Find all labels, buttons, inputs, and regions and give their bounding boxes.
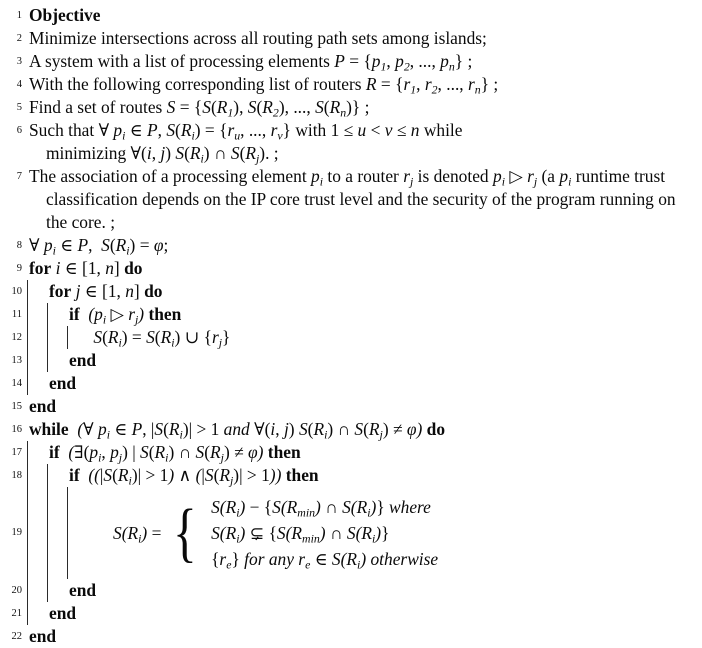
forany-word: for any: [244, 549, 294, 569]
line-18-text: if ($(|S(R_i)| > 1)$ ∧ $(|S(R_j)| > 1)$) then: [69, 465, 319, 488]
line-number: 1: [16, 10, 22, 21]
line-7-mid3: (a: [537, 166, 560, 186]
algorithm-line: [0, 418, 702, 441]
cases-brace: {: [173, 495, 198, 569]
do-keyword: do: [426, 419, 446, 439]
indent-guide: [47, 326, 67, 349]
line-number: 8: [16, 240, 22, 251]
line-number: 18: [11, 470, 22, 481]
indent-guide: [67, 487, 87, 579]
algorithm-line: [0, 27, 702, 50]
indent-guide: [27, 303, 47, 326]
indent-guides: [27, 602, 47, 625]
line-content: [22, 27, 702, 50]
indent-guides: [27, 372, 47, 395]
for-keyword: for: [49, 281, 72, 301]
line-content: [22, 280, 702, 303]
algorithm-line: [0, 303, 702, 326]
line-content: [22, 119, 702, 165]
algorithm-line: [0, 395, 702, 418]
line-5-text: Find a set of routes $S = \{S(R_1)$, $S(R_2)$, ..., $S(R_n)$} ;: [29, 97, 370, 120]
indent-guide: [27, 372, 47, 395]
end-keyword: end: [29, 396, 57, 416]
do-keyword: do: [144, 281, 163, 301]
line-content: [22, 372, 702, 395]
line-content: [22, 418, 702, 441]
line-content: [22, 602, 702, 625]
indent-guides: [27, 579, 67, 602]
indent-guide: [27, 579, 47, 602]
otherwise-word: otherwise: [370, 549, 439, 569]
indent-guides: [27, 487, 87, 579]
line-content: [22, 326, 702, 349]
cases-rows: [203, 494, 438, 572]
line-4-text: With the following corresponding list of routers $R = \{r_1$, $r_2$, ..., $r_n$} ;: [29, 74, 499, 97]
line-5-math: S: [166, 97, 176, 117]
cases-lhs: $S(R_i)$ =: [113, 522, 162, 545]
line-9-text: for i ∈ [1, n] do: [29, 258, 143, 278]
algorithm-line: [0, 625, 702, 648]
indent-guides: [27, 280, 47, 303]
then-keyword: then: [267, 442, 301, 462]
indent-guide: [27, 349, 47, 372]
line-content: [22, 625, 702, 648]
line-content: [22, 464, 702, 487]
cases-row-2: $S(R_i)$ ⊊ {$S(R_{min})$ ∩ $S(R_i)$}: [211, 523, 390, 546]
indent-guides: [27, 349, 67, 372]
algorithm-line: [0, 119, 702, 165]
line-number: 15: [11, 401, 22, 412]
line-7-prefix: The association of a processing element: [29, 166, 312, 186]
line-number: 11: [11, 309, 22, 320]
algorithm-line: [0, 602, 702, 625]
line-21-text: [47, 602, 702, 625]
then-keyword: then: [148, 304, 182, 324]
line-17-text: if ($\exists(p_i$, $p_j$) | $S(R_i)$ ∩ $S(R_j) \ne \varphi$) then: [49, 442, 301, 465]
line-content: [22, 303, 702, 326]
indent-guide: [27, 487, 47, 579]
line-2-statement: Minimize intersections across all routing path sets among islands;: [29, 28, 487, 48]
line-14-text: [47, 372, 702, 395]
line-number: 2: [16, 33, 22, 44]
algorithm-line: [0, 280, 702, 303]
line-number: 13: [11, 355, 22, 366]
algorithm-line: [0, 96, 702, 119]
indent-guide: [27, 280, 47, 303]
line-7-mid: to a router: [323, 166, 404, 186]
algorithm-line: [0, 349, 702, 372]
for-keyword: for: [29, 258, 52, 278]
line-3-prefix: A system with a list of processing elements: [29, 51, 335, 71]
line-7-mid2: is denoted: [413, 166, 493, 186]
line-8-text: ∀ $p_i$ ∈ P, $S(R_i) = \varphi$;: [29, 235, 169, 258]
line-15-text: [27, 395, 702, 418]
algorithm-line: [0, 487, 702, 579]
line-12-text: $S(R_i) = S(R_i)$ ∪ $\{r_j\}$: [93, 327, 231, 350]
line-number: 19: [11, 527, 22, 538]
line-content: [22, 234, 702, 257]
line-7-continuation-2: the core. ;: [46, 212, 116, 232]
line-content: [22, 487, 702, 579]
line-7-tail: runtime trust: [571, 166, 666, 186]
line-2-text: [27, 27, 702, 50]
line-20-text: [67, 579, 702, 602]
end-keyword: end: [49, 603, 77, 623]
indent-guide: [27, 441, 47, 464]
end-keyword: end: [69, 350, 97, 370]
line-number: 17: [11, 447, 22, 458]
line-number: 16: [11, 424, 22, 435]
algorithm-line: [0, 372, 702, 395]
line-number: 21: [11, 608, 22, 619]
objective-title: Objective: [29, 5, 101, 25]
indent-guide: [47, 349, 67, 372]
line-content: [22, 579, 702, 602]
algorithm-line: [0, 165, 702, 234]
line-number: 6: [16, 125, 22, 136]
indent-guide: [27, 602, 47, 625]
and-keyword: and: [223, 419, 250, 439]
line-content: [22, 96, 702, 119]
if-keyword: if: [69, 465, 80, 485]
line-19-cases: [87, 487, 438, 579]
indent-guide: [47, 579, 67, 602]
indent-guide: [47, 464, 67, 487]
end-keyword: end: [29, 626, 57, 646]
line-number: 4: [16, 79, 22, 90]
line-22-text: [27, 625, 702, 648]
if-keyword: if: [69, 304, 80, 324]
line-content: [22, 441, 702, 464]
do-keyword: do: [124, 258, 143, 278]
line-4-math: R: [365, 74, 377, 94]
indent-guides: [27, 464, 67, 487]
line-6-prefix: Such that: [29, 120, 99, 140]
line-6-text: Such that ∀ $p_i$ ∈ P, $S(R_i) = \{r_u$, ..., $r_v$} with 1 ≤ u < v ≤ n while minimizing ∀(i, j) $S(R_i)$ ∩ $S(R_j)$. ;: [27, 119, 702, 165]
indent-guides: [27, 303, 67, 326]
indent-guide: [27, 326, 47, 349]
line-number: 9: [16, 263, 22, 274]
algorithm-line: [0, 579, 702, 602]
end-keyword: end: [49, 373, 77, 393]
line-1-text: [27, 4, 702, 27]
algorithm-line: [0, 326, 702, 349]
line-number: 20: [11, 585, 22, 596]
line-number: 3: [16, 56, 22, 67]
indent-guide: [47, 487, 67, 579]
line-10-text: for j ∈ [1, n] do: [49, 281, 163, 301]
line-number: 10: [11, 286, 22, 297]
indent-guide: [27, 464, 47, 487]
line-number: 12: [11, 332, 22, 343]
line-4-prefix: With the following corresponding list of routers: [29, 74, 366, 94]
algorithm-line: [0, 73, 702, 96]
line-content: [22, 257, 702, 280]
line-13-text: [67, 349, 702, 372]
line-content: [22, 50, 702, 73]
line-7-continuation: classification depends on the IP core trust level and the security of the program running on: [46, 189, 676, 209]
line-content: [22, 349, 702, 372]
indent-guide: [47, 303, 67, 326]
while-keyword: while: [29, 419, 69, 439]
indent-guide: [67, 326, 87, 349]
algorithm-line: [0, 234, 702, 257]
line-number: 14: [11, 378, 22, 389]
line-number: 5: [16, 102, 22, 113]
algorithm-line: [0, 257, 702, 280]
line-7-text: The association of a processing element $p_i$ to a router $r_j$ is denoted $p_i$ ▷ $r_j$ (a $p_i$ runtime trust classification depends on the IP core trust level and the security of the program running on the core. ;: [27, 165, 702, 234]
line-number: 22: [11, 631, 22, 642]
then-keyword: then: [285, 465, 319, 485]
if-keyword: if: [49, 442, 60, 462]
line-number: 7: [16, 171, 22, 182]
line-3-text: A system with a list of processing elements $P = \{p_1$, $p_2$, ..., $p_n$} ;: [29, 51, 473, 74]
line-5-prefix: Find a set of routes: [29, 97, 167, 117]
line-16-text: while (∀ $p_i$ ∈ P, $|S(R_i)| > 1$ and ∀(i, j) $S(R_i)$ ∩ $S(R_j) \ne \varphi$) do: [29, 419, 446, 442]
line-3-math: P: [334, 51, 345, 71]
algorithm-line: [0, 4, 702, 27]
cases-row-1: $S(R_i) - \{S(R_{min})$ ∩ $S(R_i)$} where: [211, 497, 431, 520]
line-content: [22, 73, 702, 96]
indent-guides: [27, 441, 47, 464]
line-content: [22, 395, 702, 418]
end-keyword: end: [69, 580, 97, 600]
line-6-continuation: minimizing ∀(i, j) $S(R_i)$ ∩ $S(R_j)$. ;: [46, 143, 279, 166]
line-content: [22, 165, 702, 234]
where-word: where: [389, 497, 431, 517]
line-6-cont-prefix: minimizing: [46, 143, 131, 163]
algorithm-line: [0, 464, 702, 487]
algorithm-line: [0, 50, 702, 73]
indent-guides: [27, 326, 87, 349]
cases-row-3: $\{r_e\}$ for any $r_e$ ∈ $S(R_i)$ otherwise: [211, 549, 439, 572]
algorithm-line: [0, 441, 702, 464]
line-11-text: if ($p_i$ ▷ $r_j$) then: [69, 304, 182, 327]
line-content: [22, 4, 702, 27]
